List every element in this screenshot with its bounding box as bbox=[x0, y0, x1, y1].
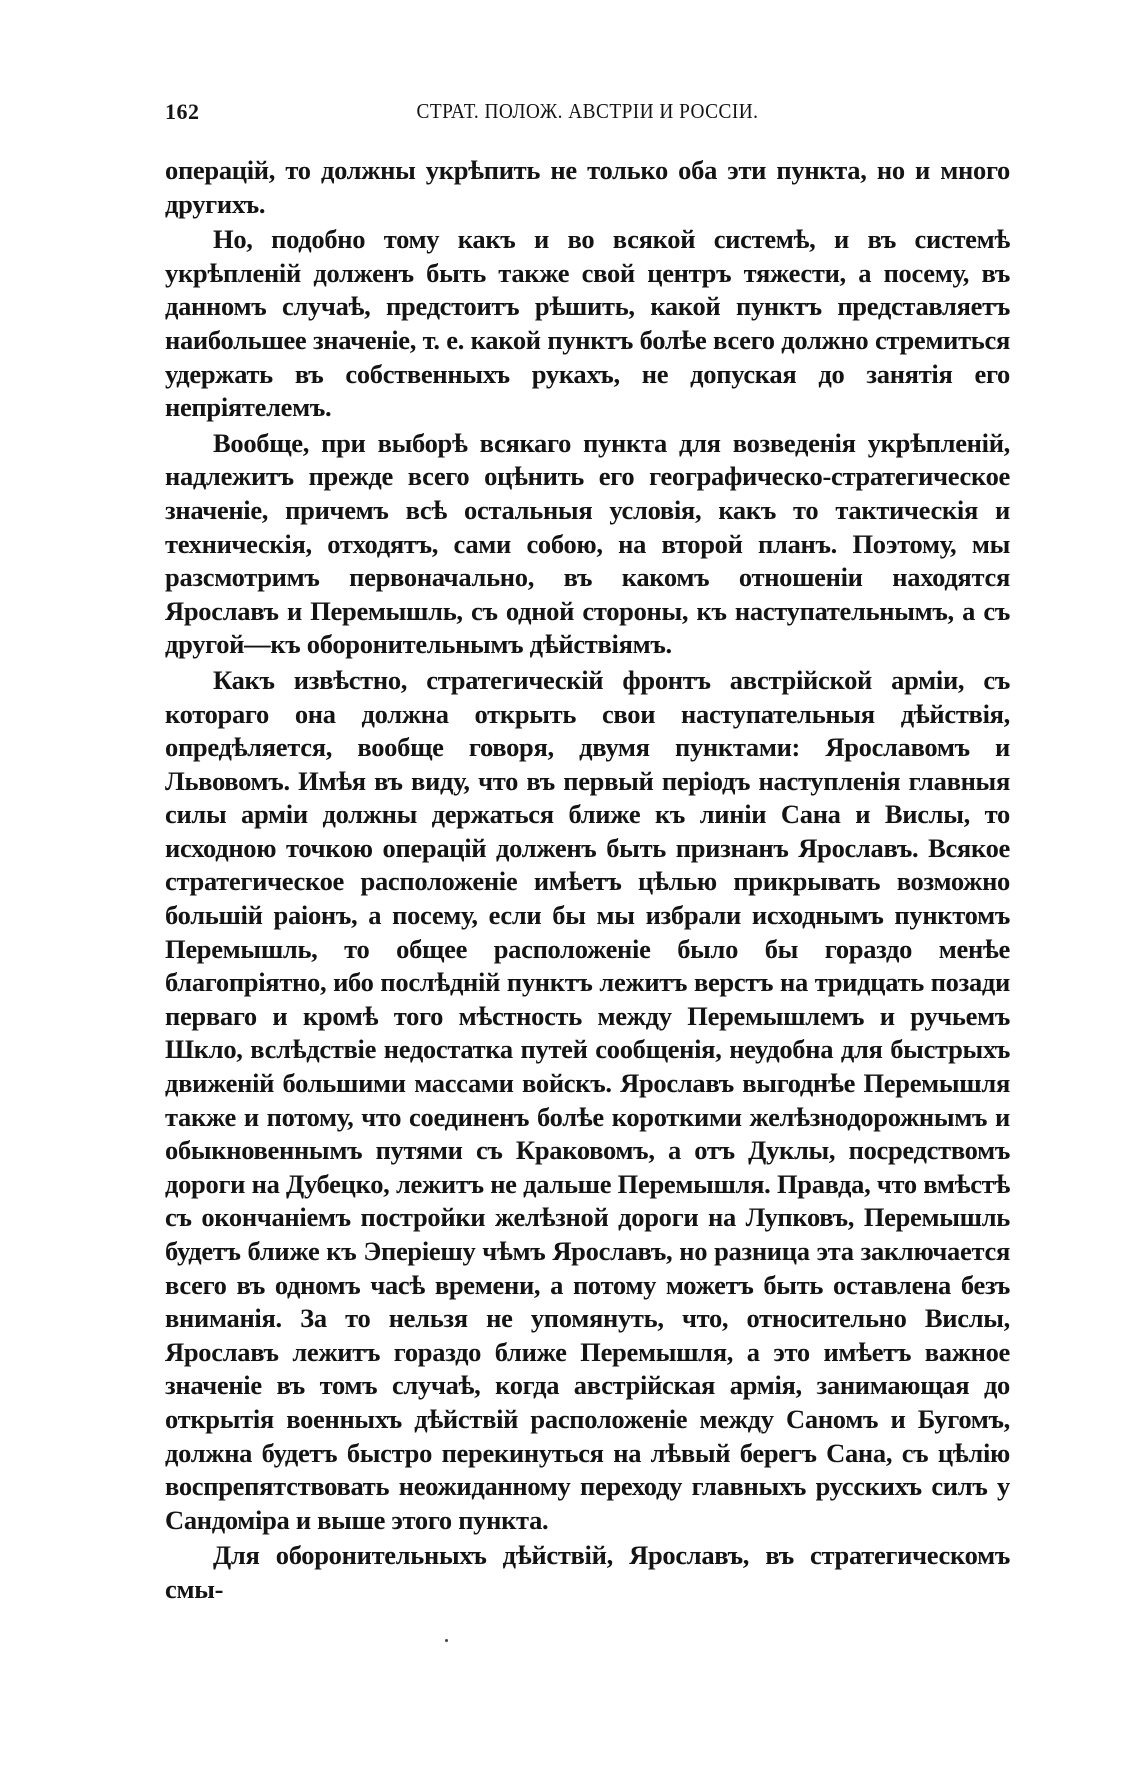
paragraph: Для оборонительныхъ дѣйствій, Ярославъ, въ стратегическомъ смы- bbox=[165, 1540, 1010, 1604]
running-head bbox=[165, 99, 1010, 133]
paragraph-continuation: операцій, то должны укрѣпить не только оба эти пункта, но и много другихъ. bbox=[165, 155, 1010, 219]
page-number: 162 bbox=[165, 99, 200, 124]
running-title: СТРАТ. ПОЛОЖ. АВСТРІИ И РОССІИ. bbox=[416, 99, 759, 123]
paragraph: Но, подобно тому какъ и во всякой системѣ, и въ системѣ укрѣпленій долженъ быть также свой центръ тяжести, а посему, въ данномъ случаѣ, предстоитъ рѣшить, какой пунктъ представляетъ наибольшее значеніе, т. е. какой пунктъ болѣе всего должно стремиться удержать въ собственныхъ рукахъ, не допуская до занятія его непріятелемъ. bbox=[165, 224, 1010, 423]
body-text bbox=[165, 154, 1010, 1607]
paragraph: Вообще, при выборѣ всякаго пункта для возведенія укрѣпленій, надлежитъ прежде всего оцѣнить его географическо-стратегическое значеніе, причемъ всѣ остальныя условія, какъ то тактическія и техническія, отходятъ, сами собою, на второй планъ. Поэтому, мы разсмотримъ первоначально, въ какомъ отношеніи находятся Ярославъ и Перемышль, съ одной стороны, къ наступательнымъ, а съ другой—къ оборонительнымъ дѣйствіямъ. bbox=[165, 427, 1010, 660]
paragraph: Какъ извѣстно, стратегическій фронтъ австрійской арміи, съ котораго она должна открыть свои наступательныя дѣйствія, опредѣляется, вообще говоря, двумя пунктами: Ярославомъ и Львовомъ. Имѣя въ виду, что въ первый періодъ наступленія главныя силы арміи должны держаться ближе къ линіи Сана и Вислы, то исходною точкою операцій долженъ быть признанъ Ярославъ. Всякое стратегическое расположеніе имѣетъ цѣлью прикрывать возможно большій раіонъ, а посему, если бы мы избрали исходнымъ пунктомъ Перемышль, то общее расположеніе было бы гораздо менѣе благопріятно, ибо послѣдній пунктъ лежитъ верстъ на тридцать позади перваго и кромѣ того мѣстность между Перемышлемъ и ручьемъ Шкло, вслѣдствіе недостатка путей сообщенія, неудобна для быстрыхъ движеній большими массами войскъ. Ярославъ выгоднѣе Перемышля также и потому, что соединенъ болѣе короткими желѣзнодорожнымъ и обыкновеннымъ путями съ Краковомъ, а отъ Дуклы, посредствомъ дороги на Дубецко, лежитъ не дальше Перемышля. Правда, что вмѣстѣ съ окончаніемъ постройки желѣзной дороги на Лупковъ, Перемышль будетъ ближе къ Эперіешу чѣмъ Ярославъ, но разница эта заключается всего въ одномъ часѣ времени, а потому можетъ быть оставлена безъ вниманія. За то нельзя не упомянуть, что, относительно Вислы, Ярославъ лежитъ гораздо ближе Перемышля, а это имѣетъ важное значеніе въ томъ случаѣ, когда австрійская армія, занимающая до открытія военныхъ дѣйствій расположеніе между Саномъ и Бугомъ, должна будетъ быстро перекинуться на лѣвый берегъ Сана, съ цѣлію воспрепятствовать неожиданному переходу главныхъ русскихъ силъ у Сандоміра и выше этого пункта. bbox=[165, 664, 1010, 1535]
print-speck bbox=[445, 1639, 448, 1642]
